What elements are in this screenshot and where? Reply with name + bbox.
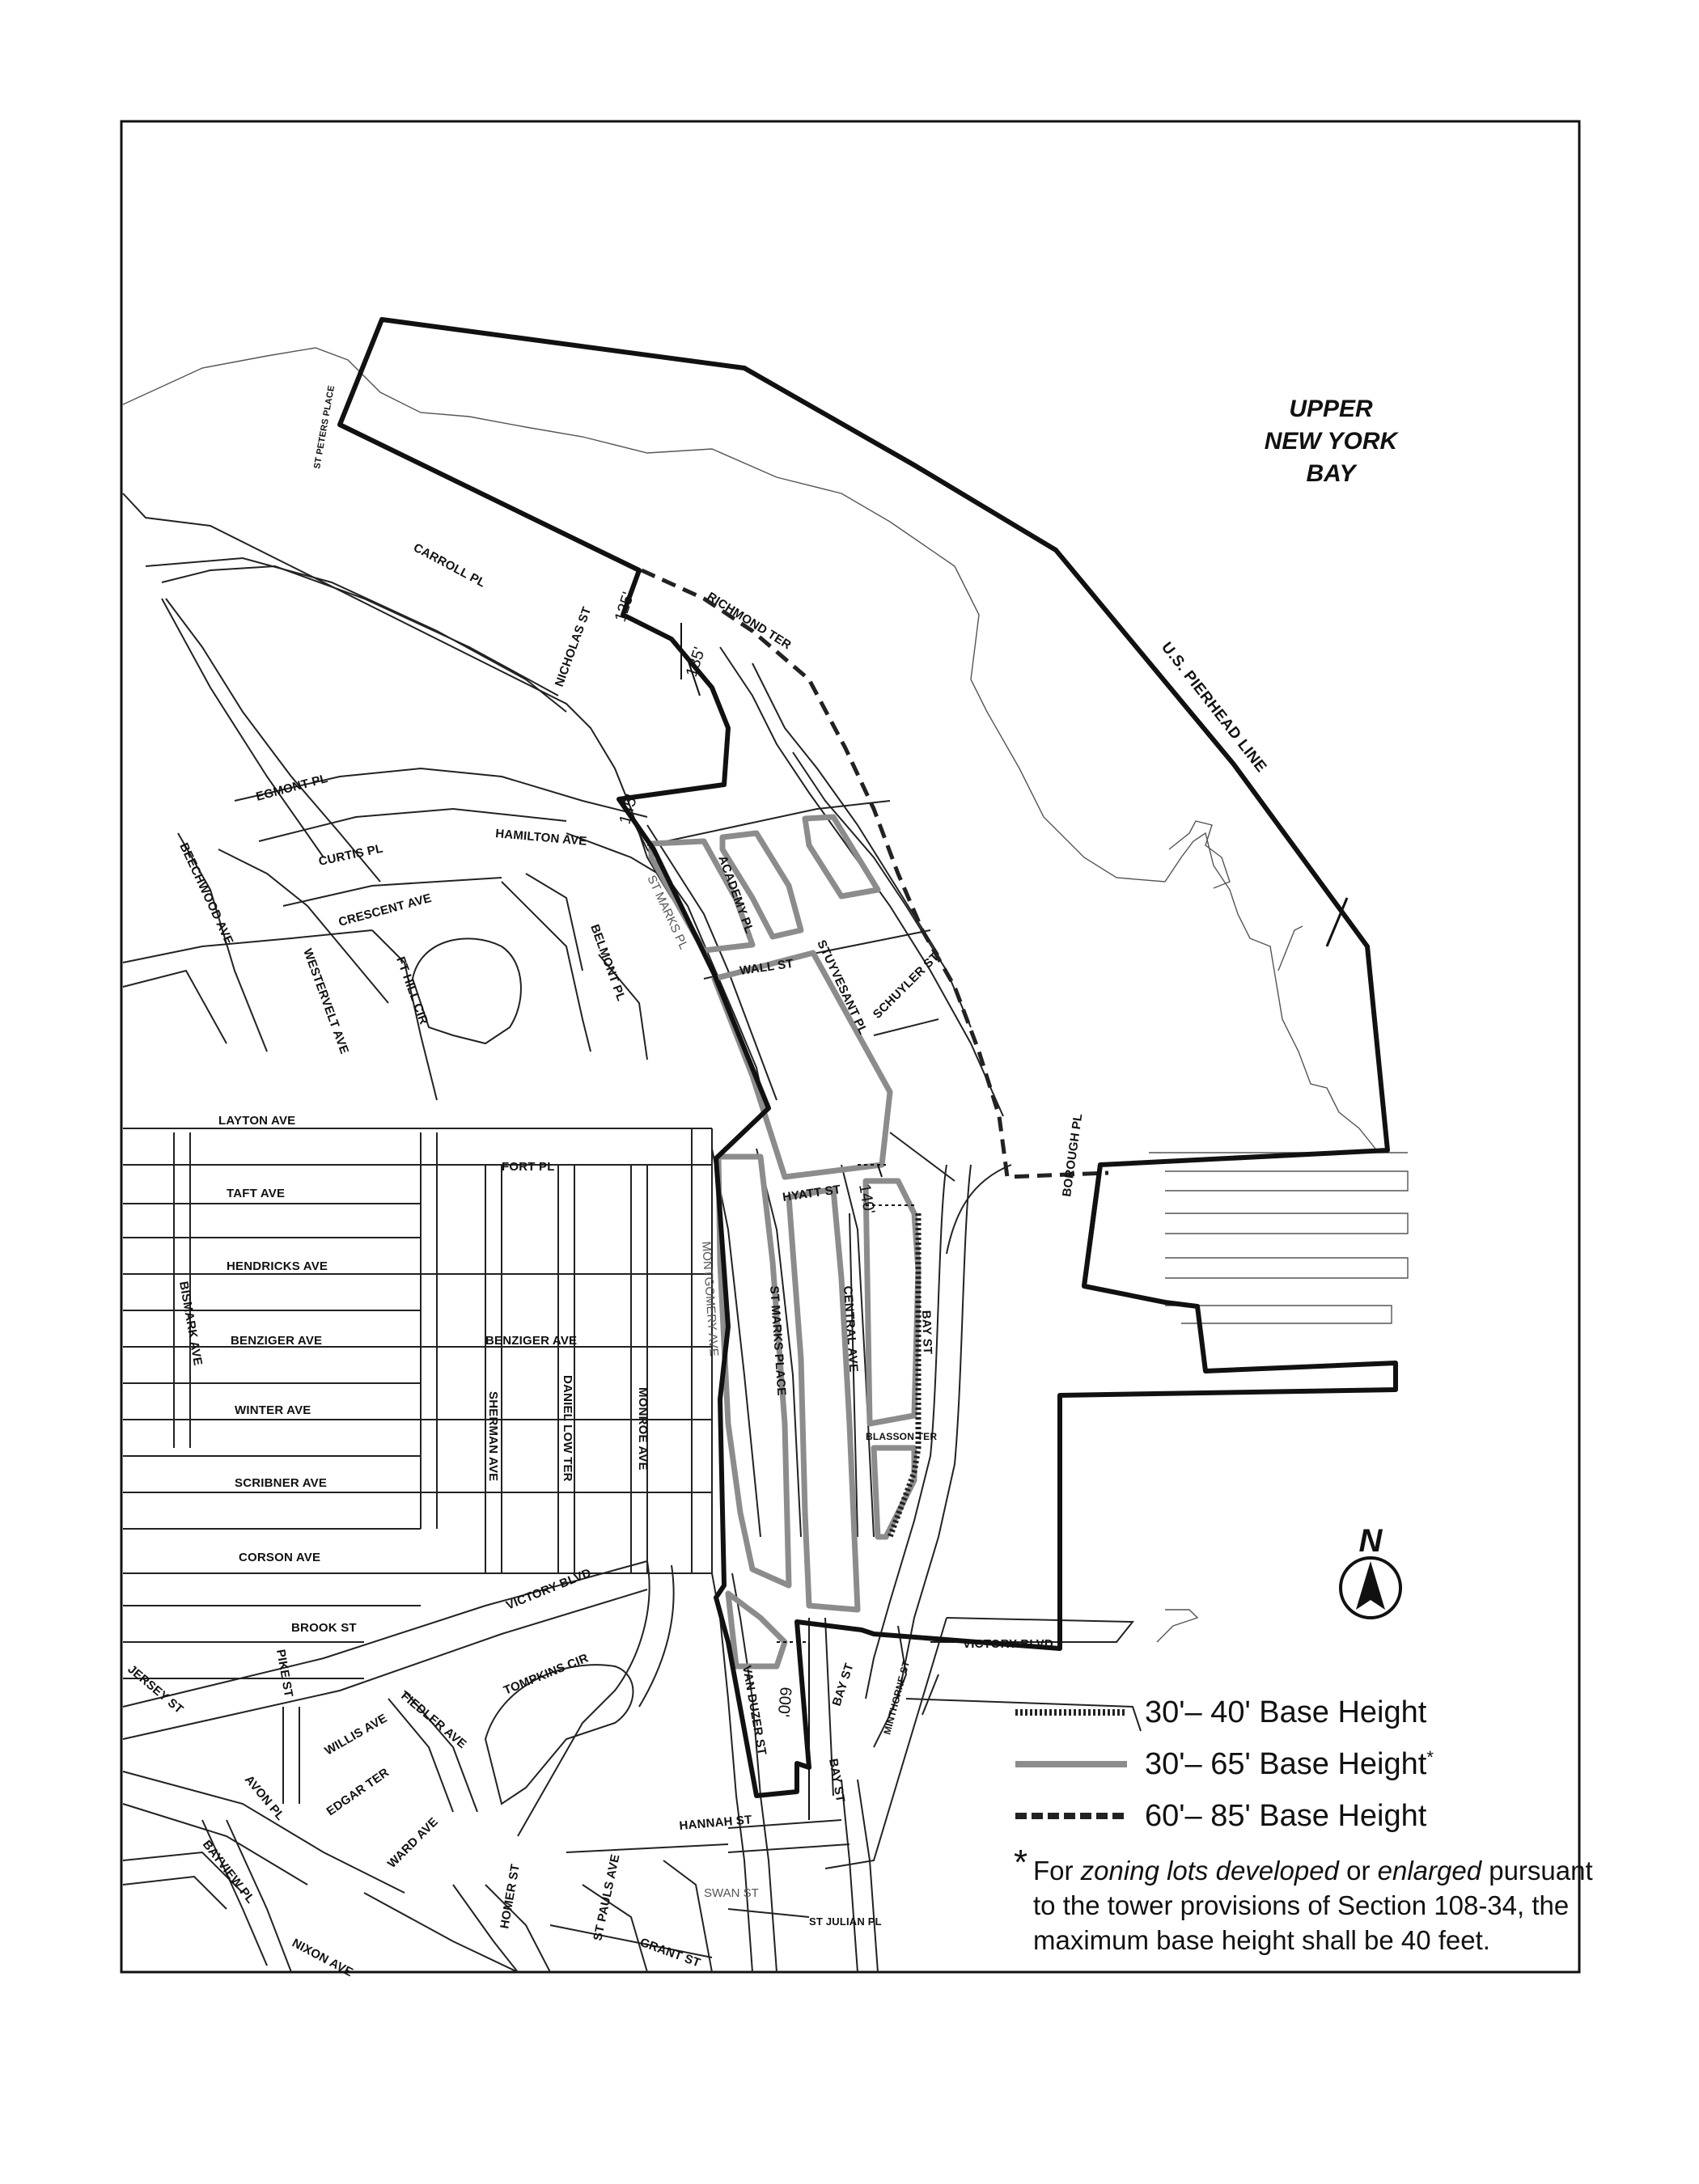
legend-row-30-40 [1015,1687,1598,1738]
label-hendricks-ave: HENDRICKS AVE [227,1259,328,1273]
water-label-line1: UPPER [1289,396,1373,422]
label-pike-st: PIKE ST [273,1648,296,1699]
base-height-60-85-lines [642,570,1108,1177]
block-grey-9 [728,1594,785,1666]
label-winter-ave: WINTER AVE [235,1403,311,1417]
label-st-marks-place: ST MARKS PLACE [767,1285,789,1397]
label-schuyler-st: SCHUYLER ST [870,950,943,1022]
label-layton-ave: LAYTON AVE [218,1114,296,1128]
legend-label-30-65-text: 30'– 65' Base Height [1145,1746,1427,1781]
water-label-line3: BAY [1306,460,1356,487]
label-st-peters-place: ST PETERS PLACE [312,384,337,470]
dim-125: 125' [611,590,638,624]
footnote-asterisk: * [1014,1843,1028,1882]
footnote-term-zoning-lots: zoning lots developed [1080,1856,1339,1886]
legend-dotted-line-sample [1015,1708,1127,1716]
label-blasson-ter: BLASSON TER [866,1431,938,1442]
dim-140: 140' [855,1183,879,1216]
dim-185: 185' [682,645,710,679]
label-bay-st-2: BAY ST [829,1661,857,1708]
label-bismark-ave: BISMARK AVE [176,1280,205,1367]
label-tompkins-cir: TOMPKINS CIR [502,1651,591,1698]
road-network [123,493,1141,1972]
label-ft-hill-cir: FT HILL CIR [393,954,431,1026]
label-benziger-ave-2: BENZIGER AVE [485,1334,578,1348]
block-grey-8 [874,1448,914,1537]
label-grant-st: GRANT ST [638,1935,702,1970]
label-stuyvesant-pl: STUYVESANT PL [814,938,871,1037]
block-grey-7 [866,1181,918,1424]
label-borough-pl: BOROUGH PL [1060,1112,1086,1198]
legend-asterisk: * [1426,1746,1434,1767]
label-belmont-pl: BELMONT PL [587,922,629,1003]
label-sherman-ave: SHERMAN AVE [486,1391,500,1482]
block-grey-6 [789,1189,861,1610]
pierhead-line-label: U.S. PIERHEAD LINE [1158,639,1270,777]
label-scribner-ave: SCRIBNER AVE [235,1476,328,1490]
label-benziger-ave: BENZIGER AVE [231,1334,323,1348]
legend-grey-line-sample [1015,1760,1127,1768]
legend-label-30-40: 30'– 40' Base Height [1145,1695,1427,1729]
footnote-text-2: or [1338,1856,1378,1886]
legend-row-30-65 [1015,1738,1598,1790]
footnote-text-1: For [1033,1856,1081,1886]
legend-label-30-65 [1145,1747,1434,1782]
label-avon-pl: AVON PL [241,1772,288,1823]
label-richmond-ter: RICHMOND TER [704,589,794,653]
pier-outline-2 [1278,926,1303,971]
north-arrow-icon [1341,1523,1400,1618]
footnote-text-3: pursuant to the tower provisions of Section 108-34, the maximum base height shall be 40 feet. [1033,1856,1593,1955]
label-fort-pl: FORT PL [502,1160,555,1174]
legend-footnote [1014,1843,1598,1958]
label-daniel-low-ter: DANIEL LOW TER [561,1375,574,1482]
pier-outline [1169,821,1230,888]
label-ward-ave: WARD AVE [384,1814,441,1871]
label-st-pauls-ave: ST PAULS AVE [591,1852,623,1942]
block-grey-3 [805,817,878,896]
dim-600: 600' [773,1686,794,1718]
legend-row-60-85 [1015,1790,1598,1842]
label-crescent-ave: CRESCENT AVE [337,891,434,929]
water-label-line2: NEW YORK [1264,428,1398,455]
label-montgomery-ave: MONTGOMERY AVE [699,1241,721,1357]
label-bay-st-3: BAY ST [826,1757,848,1804]
label-van-duzer-st: VAN DUZER ST [739,1664,769,1757]
label-beechwood-ave: BEECHWOOD AVE [176,840,236,947]
special-district-boundary [340,320,1396,1796]
label-bayview-pl: BAYVIEW PL [199,1837,258,1907]
label-hamilton-ave: HAMILTON AVE [494,827,588,849]
label-brook-st: BROOK ST [291,1621,357,1635]
label-bay-st: BAY ST [919,1310,934,1355]
label-st-julian-pl: ST JULIAN PL [809,1915,882,1928]
borough-pl-boundary [1084,1165,1100,1286]
label-victory-blvd-2: VICTORY BLVD [963,1637,1053,1651]
label-nixon-ave: NIXON AVE [290,1936,356,1980]
legend [1015,1687,1598,1958]
label-taft-ave: TAFT AVE [227,1187,286,1200]
dim-145: 145' [616,792,642,827]
label-curtis-pl: CURTIS PL [317,841,385,869]
label-victory-blvd: VICTORY BLVD [504,1566,594,1613]
label-st-marks-pl: ST MARKS PL [644,873,691,952]
block-grey-4 [714,953,890,1177]
label-wall-st: WALL ST [739,956,794,978]
label-monroe-ave: MONROE AVE [636,1387,650,1471]
label-westervelt-ave: WESTERVELT AVE [300,946,352,1056]
label-carroll-pl: CARROLL PL [411,540,488,590]
label-hyatt-st: HYATT ST [782,1183,842,1204]
legend-dashed-line-sample [1015,1812,1127,1820]
footnote-term-enlarged: enlarged [1377,1856,1482,1886]
label-homer-st: HOMER ST [498,1863,523,1930]
label-corson-ave: CORSON AVE [239,1551,321,1564]
north-arrow-label: N [1358,1523,1383,1559]
label-central-ave: CENTRAL AVE [841,1285,861,1373]
label-nicholas-st: NICHOLAS ST [552,604,595,689]
label-edgar-ter: EDGAR TER [324,1765,392,1819]
label-egmont-pl: EGMONT PL [254,771,329,804]
label-academy-pl: ACADEMY PL [715,853,756,936]
label-willis-ave: WILLIS AVE [322,1711,390,1759]
label-jersey-st: JERSEY ST [125,1662,186,1717]
legend-label-60-85: 60'– 85' Base Height [1145,1798,1427,1833]
richmond-ter-dashed [642,570,1108,1177]
label-fiedler-ave: FIEDLER AVE [398,1689,469,1752]
label-swan-st: SWAN ST [704,1886,759,1900]
label-minthorne-st: MINTHORNE ST [881,1659,913,1736]
label-hannah-st: HANNAH ST [678,1813,753,1833]
